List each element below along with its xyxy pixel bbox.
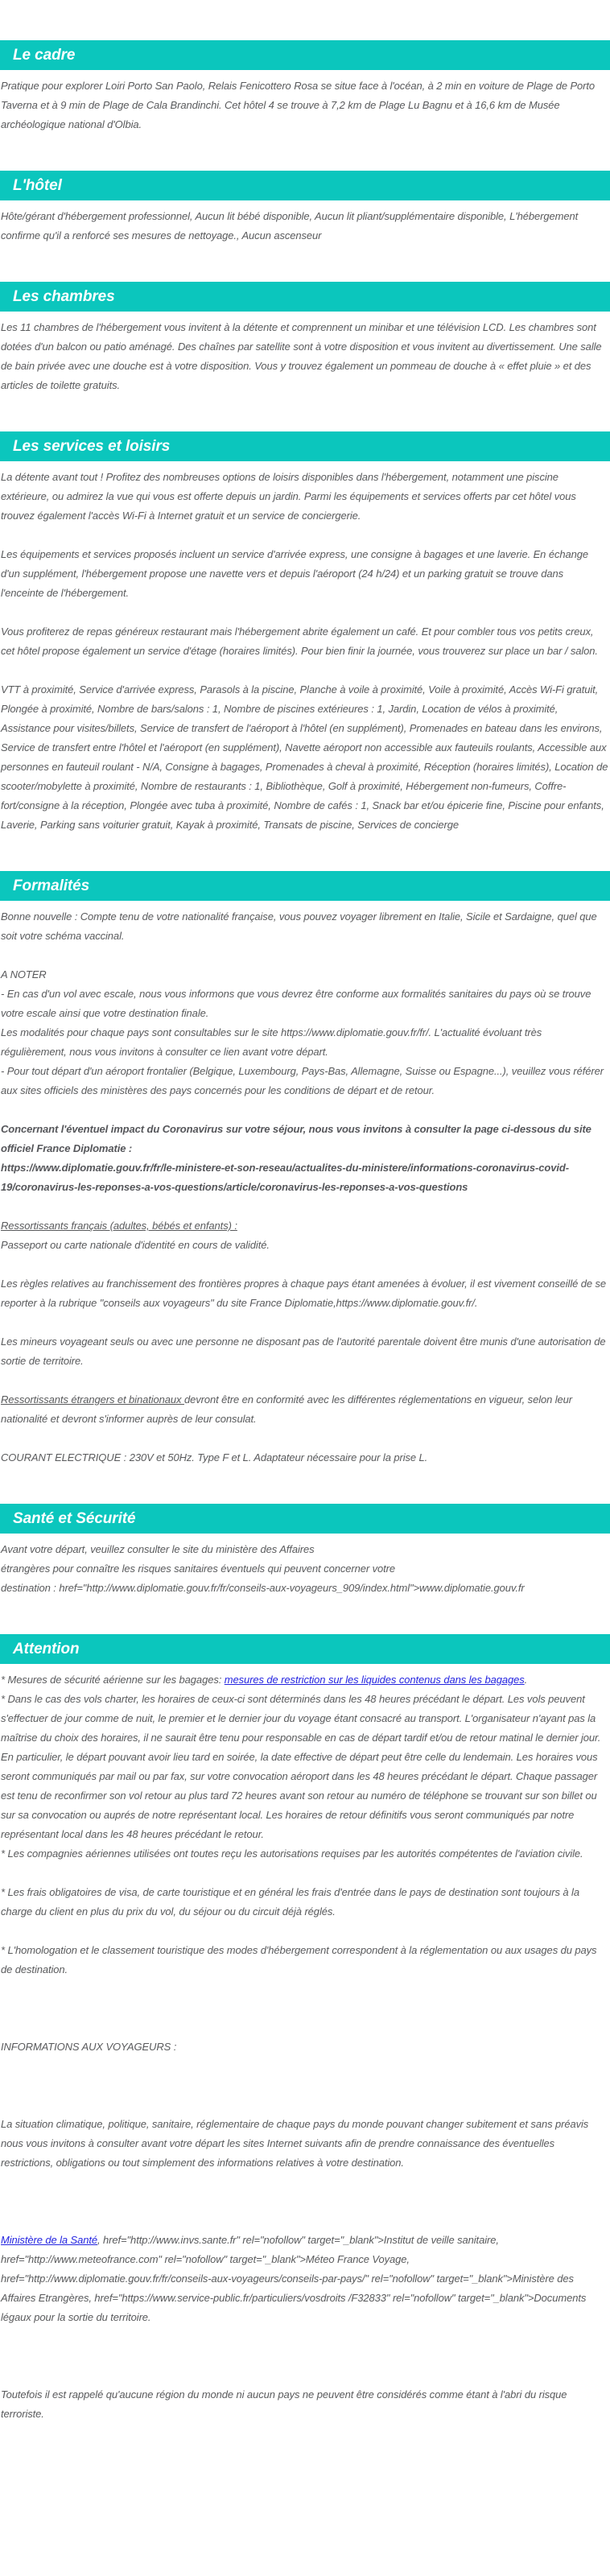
formalites-covid-url: https://www.diplomatie.gouv.fr/fr/le-ministere-et-son-reseau/actualites-du-ministere/informations-coronavirus-covid-19/coronavirus-les-reponses-a-vos-questions/article/coronavirus-les-reponses-a-vos-questions — [1, 1162, 569, 1193]
bagages-suffix: . — [524, 1674, 528, 1686]
section-body-services — [0, 461, 610, 871]
section-body-cadre — [0, 70, 610, 171]
attention-risque-terroriste: Toutefois il est rappelé qu'aucune région du monde ni aucun pays ne peuvent être considérés comme étant à l'abri du risque terroriste. — [1, 2388, 567, 2420]
hotel-paragraph: Hôte/gérant d'hébergement professionnel, Aucun lit bébé disponible, Aucun lit pliant/supplémentaire disponible, L'hébergement confirme qu'il a renforcé ses mesures de nettoyage., Aucun ascenseur — [1, 210, 579, 242]
attention-compagnies: * Les compagnies aériennes utilisées ont toutes reçu les autorisations requises par les autorités compétentes de l'aviation civile. — [1, 1847, 583, 1860]
section-header-formalites: Formalités — [0, 871, 610, 901]
section-hotel — [0, 171, 610, 282]
section-sante — [0, 1504, 610, 1634]
section-chambres — [0, 282, 610, 431]
ressortissants-etrangers-label: Ressortissants étrangers et binationaux — [1, 1393, 184, 1406]
services-paragraph-2: Les équipements et services proposés incluent un service d'arrivée express, une consigne à bagages et une laverie. En échange d'un supplément, l'hébergement propose une navette vers et depuis l'aéroport (24 h/24) et un parking gratuit se trouve dans l'enceinte de l'hébergement. — [1, 548, 588, 599]
section-body-chambres — [0, 312, 610, 431]
formalites-regles-frontieres: Les règles relatives au franchissement des frontières propres à chaque pays étant amenées à évoluer, il est vivement conseillé de se reporter à la rubrique "conseils aux voyageurs" du site France Diplomatie,https://www.diplomatie.gouv.fr/. — [1, 1278, 607, 1309]
section-body-formalites — [0, 901, 610, 1504]
ministere-sante-link[interactable]: Ministère de la Santé — [1, 2234, 98, 2246]
attention-bagages — [1, 1670, 608, 1690]
formalites-bonne-nouvelle: Bonne nouvelle : Compte tenu de votre nationalité française, vous pouvez voyager librement en Italie, Sicile et Sardaigne, quel que soit votre schéma vaccinal. — [1, 910, 597, 942]
section-attention — [0, 1634, 610, 2432]
ressortissants-etrangers-text: devront être en conformité avec les différentes réglementations en vigueur, selon leur nationalité et devront s'informer auprès de leur consulat. — [1, 1393, 573, 1425]
sante-line-1: Avant votre départ, veuillez consulter le site du ministère des Affaires — [1, 1543, 315, 1555]
formalites-passeport: Passeport ou carte nationale d'identité en cours de validité. — [1, 1239, 270, 1251]
section-body-sante — [0, 1534, 610, 1634]
formalites-ressortissants-etrangers — [1, 1390, 608, 1429]
formalites-note-1: - En cas d'un vol avec escale, nous vous informons que vous devrez être conforme aux formalités sanitaires du pays où se trouve votre escale ainsi que votre destination finale. — [1, 988, 591, 1019]
section-header-services: Les services et loisirs — [0, 431, 610, 461]
formalites-note-2: Les modalités pour chaque pays sont consultables sur le site https://www.diplomatie.gouv.fr/fr/. L'actualité évoluant très régulièrement, nous vous invitons à consulter ce lien avant votre départ. — [1, 1026, 542, 1058]
liquides-restriction-link[interactable]: mesures de restriction sur les liquides contenus dans les bagages — [224, 1674, 525, 1686]
section-body-attention — [0, 1664, 610, 2432]
section-services — [0, 431, 610, 871]
attention-situation-2: nous vous invitons à consulter avant votre départ les sites Internet suivants afin de prendre connaissance des éventuelles restrictions, obligations ou tout simplement des informations relatives à votre destination. — [1, 2137, 555, 2169]
attention-homologation: * L'homologation et le classement touristique des modes d'hébergement correspondent à la réglementation ou aux usages du pays de destination. — [1, 1944, 597, 1975]
sante-line-3: destination : href="http://www.diplomatie.gouv.fr/fr/conseils-aux-voyageurs_909/index.html">www.diplomatie.gouv.fr — [1, 1582, 525, 1594]
section-header-hotel: L'hôtel — [0, 171, 610, 200]
formalites-note-title: A NOTER — [1, 968, 47, 980]
attention-situation-1: La situation climatique, politique, sanitaire, réglementaire de chaque pays du monde pouvant changer subitement et sans préavis — [1, 2118, 589, 2130]
cadre-paragraph: Pratique pour explorer Loiri Porto San Paolo, Relais Fenicottero Rosa se situe face à l'océan, à 2 min en voiture de Plage de Porto Taverna et à 9 min de Plage de Cala Brandinchi. Cet hôtel 4 se trouve à 7,2 km de Plage Lu Bagnu et à 16,6 km de Musée archéologique national d'Olbia. — [1, 80, 596, 130]
section-formalites — [0, 871, 610, 1504]
services-paragraph-1: La détente avant tout ! Profitez des nombreuses options de loisirs disponibles dans l'hébergement, notamment une piscine extérieure, ou admirez la vue qui vous est offerte depuis un jardin. Parmi les équipements et services offerts par cet hôtel vous trouvez également l'accès Wi-Fi à Internet gratuit et un service de conciergerie. — [1, 471, 576, 522]
formalites-note-3: - Pour tout départ d'un aéroport frontalier (Belgique, Luxembourg, Pays-Bas, Allemagne, Suisse ou Espagne...), veuillez vous référer aux sites officiels des ministères des pays concernés pour les conditions de départ et de retour. — [1, 1065, 604, 1096]
attention-liens-utiles — [1, 2231, 608, 2327]
section-header-attention: Attention — [0, 1634, 610, 1664]
sante-line-2: étrangères pour connaître les risques sanitaires éventuels qui peuvent concerner votre — [1, 1563, 396, 1575]
formalites-mineurs: Les mineurs voyageant seuls ou avec une personne ne disposant pas de l'autorité parentale doivent être munis d'une autorisation de sortie de territoire. — [1, 1335, 606, 1367]
section-cadre — [0, 40, 610, 171]
section-body-hotel — [0, 200, 610, 282]
attention-frais-visa: * Les frais obligatoires de visa, de carte touristique et en général les frais d'entrée dans le pays de destination sont toujours à la charge du client en plus du prix du vol, du séjour ou du circuit déjà réglés. — [1, 1886, 579, 1918]
formalites-courant-electrique: COURANT ELECTRIQUE : 230V et 50Hz. Type F et L. Adaptateur nécessaire pour la prise L. — [1, 1451, 428, 1463]
chambres-paragraph: Les 11 chambres de l'hébergement vous invitent à la détente et comprennent un minibar et une télévision LCD. Les chambres sont dotées d'un balcon ou patio aménagé. Des chaînes par satellite sont à votre disposition et vous invitent au divertissement. Une salle de bain privée avec une douche est à votre disposition. Vous y trouvez également un pommeau de douche à « effet pluie » et des articles de toilette gratuits. — [1, 321, 602, 391]
services-amenities-list: VTT à proximité, Service d'arrivée express, Parasols à la piscine, Planche à voile à proximité, Voile à proximité, Accès Wi-Fi gratuit, Plongée à proximité, Nombre de bars/salons : 1, Nombre de piscines extérieures : 1, Jardin, Location de vélos à proximité, Assistance pour visites/billets, Service de transfert de l'aéroport à l'hôtel (en supplément), Promenades en bateau dans les environs, Service de transfert entre l'hôtel et l'aéroport (en supplément), Navette aéroport non accessible aux fauteuils roulants, Accessible aux personnes en fauteuil roulant - N/A, Consigne à bagages, Promenades à cheval à proximité, Réception (horaires limités), Location de scooter/mobylette à proximité, Nombre de restaurants : 1, Bibliothèque, Golf à proximité, Hébergement non-fumeurs, Coffre-fort/consigne à la réception, Plongée avec tuba à proximité, Nombre de cafés : 1, Snack bar et/ou épicerie fine, Piscine pour enfants, Laverie, Parking sans voiturier gratuit, Kayak à proximité, Transats de piscine, Services de concierge — [1, 683, 608, 831]
formalites-ressortissants-francais-title: Ressortissants français (adultes, bébés et enfants) : — [1, 1220, 237, 1232]
section-header-chambres: Les chambres — [0, 282, 610, 312]
bagages-prefix: * Mesures de sécurité aérienne sur les bagages: — [1, 1674, 225, 1686]
section-header-cadre: Le cadre — [0, 40, 610, 70]
services-paragraph-3: Vous profiterez de repas généreux restaurant mais l'hébergement abrite également un café. Et pour combler tous vos petits creux, cet hôtel propose également un service d'étage (horaires limités). Pour bien finir la journée, vous trouverez sur place un bar / salon. — [1, 625, 598, 657]
formalites-covid-intro: Concernant l'éventuel impact du Coronavirus sur votre séjour, nous vous invitons à consulter la page ci-dessous du site officiel France Diplomatie : — [1, 1123, 591, 1154]
attention-infos-voyageurs-title: INFORMATIONS AUX VOYAGEURS : — [1, 2041, 177, 2053]
section-header-sante: Santé et Sécurité — [0, 1504, 610, 1534]
liens-utiles-text: , href="http://www.invs.sante.fr" rel="nofollow" target="_blank">Institut de veille sanitaire, href="http://www.meteofrance.com" rel="nofollow" target="_blank">Méteo France Voyage, href="http://www.diplomatie.gouv.fr/fr/conseils-aux-voyageurs/conseils-par-pays/" rel="nofollow" target="_blank">Ministère des Affaires Etrangères, href="https://www.service-public.fr/particuliers/vosdroits /F32833" rel="nofollow" target="_blank">Documents légaux pour la sortie du territoire. — [1, 2234, 587, 2323]
attention-vols-charter: * Dans le cas des vols charter, les horaires de ceux-ci sont déterminés dans les 48 heures précédant le départ. Les vols peuvent s'effectuer de jour comme de nuit, le premier et le dernier jour du voyage étant consacré au transport. L'organisateur n'ayant pas la maîtrise du choix des horaires, il ne saurait être tenu pour responsable en cas de départ tardif et/ou de retour matinal le dernier jour. En particulier, le départ pouvant avoir lieu tard en soirée, la date effective de départ peut être celle du lendemain. Les horaires vous seront communiqués par mail ou par fax, sur votre convocation aéroport dans les 48 heures précédant le départ. Chaque passager est tenu de reconfirmer son vol retour au plus tard 72 heures avant son retour au numéro de téléphone se trouvant sur son billet ou sur sa convocation ou auprés de notre représentant local. Les horaires de retour définitifs vous seront communiqués par notre représentant local dans les 48 heures précédant le retour. — [1, 1693, 601, 1840]
